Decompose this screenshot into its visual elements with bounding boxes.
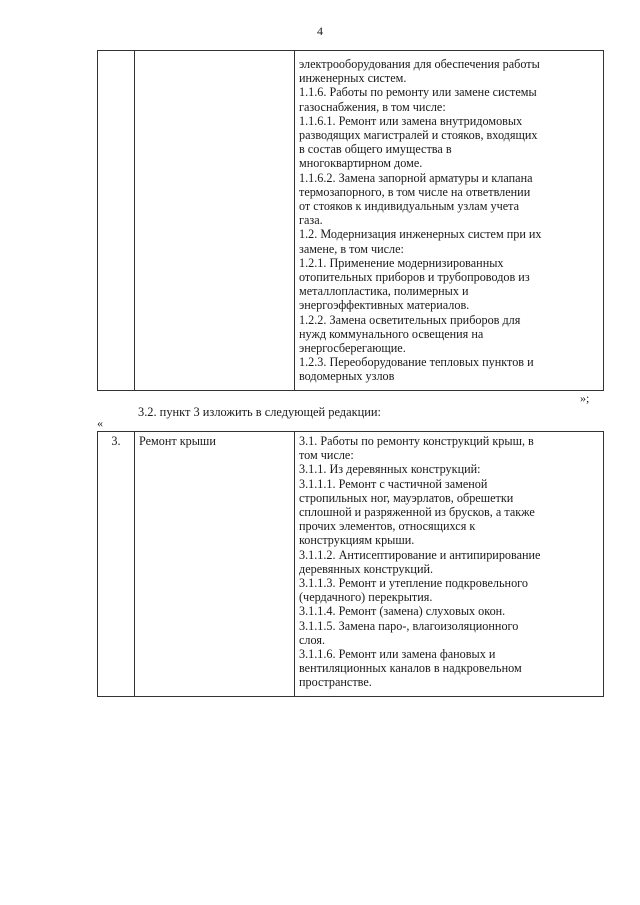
text-line: металлопластика, полимерных и	[299, 284, 469, 299]
text-line: стропильных ног, мауэрлатов, обрешетки	[299, 490, 514, 505]
text-line: газа.	[299, 213, 323, 228]
text-line: термозапорного, в том числе на ответвлении	[299, 184, 531, 199]
closing-quote: »;	[580, 391, 590, 405]
text-line: конструкциям крыши.	[299, 533, 415, 548]
text-line: 3.1.1.4. Ремонт (замена) слуховых окон.	[299, 604, 506, 619]
table-cell-name: Ремонт крыши	[135, 432, 295, 697]
text-line: замене, в том числе:	[299, 241, 404, 256]
text-line: электрооборудования для обеспечения работы	[299, 57, 540, 71]
opening-quote: «	[97, 416, 103, 430]
text-line: (чердачного) перекрытия.	[299, 590, 433, 605]
text-line: газоснабжения, в том числе:	[299, 99, 446, 114]
text-line: в состав общего имущества в	[299, 142, 452, 157]
table-cell-works	[295, 432, 604, 697]
table-row	[98, 51, 604, 391]
amendment-instruction: 3.2. пункт 3 изложить в следующей редакции:	[138, 405, 381, 419]
table-cell-number	[98, 51, 135, 391]
text-line: 3.1.1. Из деревянных конструкций:	[299, 462, 481, 477]
works-table-continued	[97, 50, 604, 391]
table-cell-name	[135, 51, 295, 391]
text-line: отопительных приборов и трубопроводов из	[299, 270, 530, 285]
text-line: том числе:	[299, 448, 354, 463]
text-line: 1.2.1. Применение модернизированных	[299, 255, 504, 270]
text-line: многоквартирном доме.	[299, 156, 423, 171]
roof-repair-table	[97, 431, 604, 697]
text-line: энергосберегающие.	[299, 341, 406, 356]
table-cell-number: 3.	[98, 432, 135, 697]
text-line: 1.1.6.2. Замена запорной арматуры и клапана	[299, 170, 533, 185]
text-line: от стояков к индивидуальным узлам учета	[299, 199, 519, 214]
text-line: разводящих магистралей и стояков, входящих	[299, 128, 538, 143]
page-number: 4	[317, 24, 323, 38]
text-line: 3.1.1.1. Ремонт с частичной заменой	[299, 476, 488, 491]
table-cell-works	[295, 51, 604, 391]
text-line: нужд коммунального освещения на	[299, 326, 484, 341]
text-line: сплошной и разряженной из брусков, а также	[299, 505, 535, 520]
text-line: 3.1.1.2. Антисептирование и антипирирование	[299, 547, 541, 562]
text-line: 3.1.1.5. Замена паро-, влагоизоляционного	[299, 618, 519, 633]
text-line: энергоэффективных материалов.	[299, 298, 470, 313]
text-line: 1.1.6.1. Ремонт или замена внутридомовых	[299, 113, 523, 128]
table-row	[98, 432, 604, 697]
text-line: 1.2. Модернизация инженерных систем при их	[299, 227, 542, 242]
text-line: вентиляционных каналов в надкровельном	[299, 661, 522, 676]
text-line: 3.1.1.6. Ремонт или замена фановых и	[299, 647, 496, 662]
text-line: пространстве.	[299, 675, 372, 690]
text-line: 3.1. Работы по ремонту конструкций крыш, в	[299, 434, 534, 448]
text-line: 1.2.2. Замена осветительных приборов для	[299, 312, 521, 327]
text-line: 1.2.3. Переоборудование тепловых пунктов и	[299, 355, 534, 370]
text-line: деревянных конструкций.	[299, 561, 434, 576]
text-line: 1.1.6. Работы по ремонту или замене системы	[299, 85, 537, 100]
text-line: водомерных узлов	[299, 369, 395, 384]
text-line: слоя.	[299, 632, 326, 647]
text-line: прочих элементов, относящихся к	[299, 519, 476, 534]
text-line: инженерных систем.	[299, 71, 407, 86]
text-line: 3.1.1.3. Ремонт и утепление подкровельного	[299, 576, 528, 591]
